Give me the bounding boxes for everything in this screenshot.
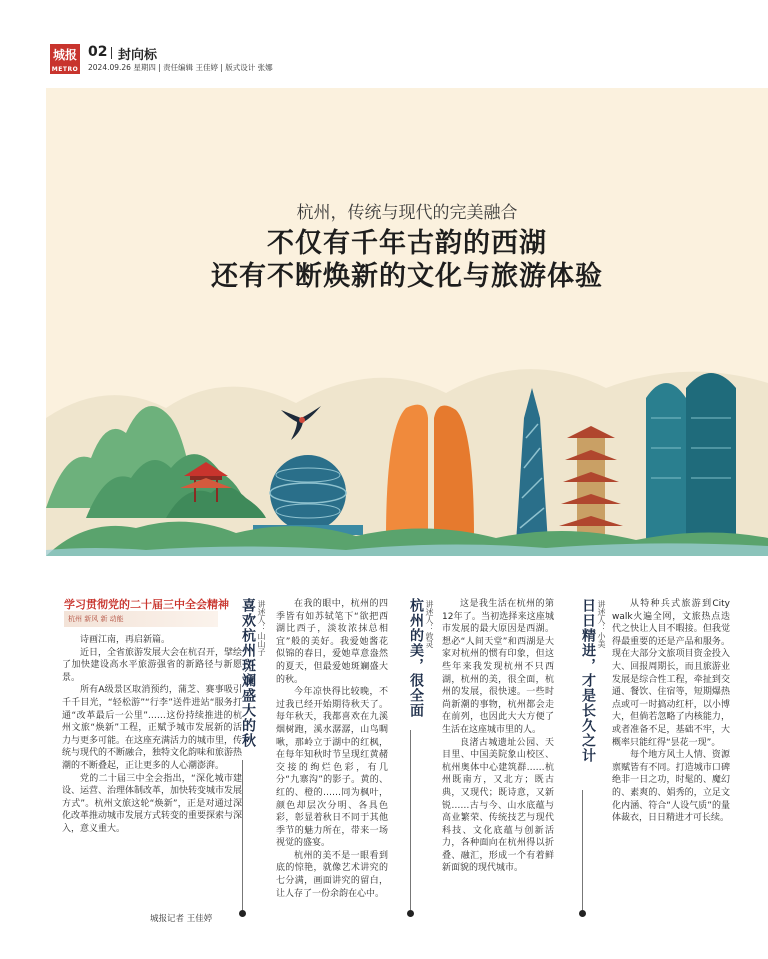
column4-title: 日日精进，才是长久之计	[580, 598, 596, 763]
column1-paragraph: 诗画江南，再启新篇。	[80, 635, 171, 645]
hangzhou-skyline-art	[46, 88, 768, 556]
column4-rule-end	[579, 910, 586, 917]
column1-ribbon	[64, 611, 218, 627]
column1-paragraph: 所有A级景区取消预约，蒲芝、赛事吸引千千目光，“轻松游”“行李”送件进站“服务打通“改革最后一公里”……这份持续推进的杭州文旅“焕新”工程，正赋予城市发展新的活力与更多可能。在这座充满活力的城市里，传统与现代的不断融合，独特文化韵味和旅游热潮的不断叠起，正让更多的人心潮澎湃。	[62, 685, 243, 771]
hero-illustration	[46, 88, 768, 556]
issue-meta-line: 2024.09.26 星期四 | 责任编辑 王佳婷 | 版式设计 张娜	[88, 63, 273, 72]
column2-paragraph: 今年凉快得比较晚，不过我已经开始期待秋天了。每年秋天，我都喜欢在九溪烟树跑，溪水潺潺，山鸟啁啾，那岭立于湖中的红枫，在每年知秋时节呈现红黄赭交接的绚烂色彩，有几分“九寨沟”的影子。黄的、红的、橙的……同为枫叶，颜色却层次分明、各具色彩，彰显着秋日不同于其他季节的魅力所在，带来一场视觉的盛宴。	[276, 687, 388, 849]
column1-byline: 城报记者 王佳婷	[150, 914, 213, 924]
column2-rule	[242, 760, 243, 910]
column4-author: 讲述人：小美	[597, 600, 606, 648]
newspaper-logo	[50, 44, 80, 74]
column4-rule	[582, 790, 583, 910]
column3-paragraph: 良渚古城遗址公园、天目里、中国美院象山校区、杭州奥体中心建筑群……杭州既南方，又北方；既古典，又现代；既诗意，又新锐……古与今、山水底蕴与高业繁荣、传统技艺与现代科技、文化底蕴与创新活力，各种面向在杭州得以折叠、融汇，形成一个有着鲜新面貌的现代城市。	[442, 737, 554, 874]
column1-paragraph: 近日，全省旅游发展大会在杭召开，擘绘了加快建设高水平旅游强省的新路径与新愿景。	[62, 647, 243, 683]
column3-paragraph: 这是我生活在杭州的第12年了。当初选择来这座城市发展的最大原因是西湖。想必“人间天堂”和西湖是大家对杭州的惯有印象，但这些年来我发现杭州不只西湖，杭州的美，很全面，杭州的发展，很快速。一些时尚新潮的事物，杭州都会走在前列，也因此大大方便了生活在这座城市里的人。	[442, 599, 554, 735]
column3-author: 讲述人：敦灵	[425, 600, 434, 648]
column2-paragraph: 在我的眼中，杭州的四季皆有如苏轼笔下“欲把西湖比西子，淡妆浓抹总相宜”般的美好。我爱她酱花似锦的春日，爱她草意盎然的夏天，但最爱她斑斓盛大的秋。	[276, 599, 388, 685]
column3-title: 杭州的美，很全面	[408, 598, 424, 718]
column3-body	[442, 598, 554, 875]
hero-kicker: 杭州，传统与现代的完美融合	[296, 203, 518, 223]
column4-paragraph: 从特种兵式旅游到City walk火遍全网，文旅热点迭代之快让人目不暇接。但我觉得最重要的还是产品和服务。现在大部分文旅项目资金投入大、回报周期长，而且旅游业发展是综合性工程，牵扯到交通、餐饮、住宿等，短期爆热点或可一时搞动红杆，以小博大，但倘若忽略了内核能力，或者准备不足，基础不牢，大概率只能红得“昙花一现”。	[612, 599, 730, 748]
column4-paragraph: 每个地方风土人情、资源禀赋皆有不同。打造城市口碑绝非一日之功，时髦的、魔幻的、素爽的、娟秀的，立足文化内涵、符合“人设气质”的量体裁衣，日日精进才可长续。	[612, 750, 730, 824]
column2-body	[276, 598, 388, 900]
column1-heading: 学习贯彻党的二十届三中全会精神	[64, 598, 229, 611]
column2-author: 讲述人：山山子	[257, 600, 266, 656]
headline-line-1: 不仅有千年古韵的西湖	[267, 228, 547, 259]
logo-text: 城报	[52, 48, 77, 62]
section-name: 封向标	[118, 48, 158, 63]
section-divider	[111, 47, 112, 59]
column4-body	[612, 598, 730, 825]
teal-towers-right	[646, 373, 736, 548]
logo-subtext: METRO	[51, 66, 79, 73]
column2-paragraph: 杭州的美不是一眼看到底的惊艳，就像艺术讲究的七分满，画面讲究的留白，让人存了一份余韵在心中。	[276, 850, 388, 899]
headline-line-2: 还有不断焕新的文化与旅游体验	[211, 261, 603, 292]
page-number: 02	[88, 44, 108, 60]
column2-title: 喜欢杭州斑斓盛大的秋	[240, 598, 256, 748]
masthead	[0, 0, 768, 82]
ribbon-text: 杭州 新风 新 动能	[68, 615, 124, 623]
column3-rule	[410, 730, 411, 910]
column2-rule-end	[239, 910, 246, 917]
column1-paragraph: 党的二十届三中全会指出，“深化城市建设、运营、治理体制改革，加快转变城市发展方式”。杭州文旅这轮“焕新”，正是对通过深化改革推动城市发展方式转变的重要探索与深入，意义重大。	[62, 773, 243, 834]
column3-rule-end	[407, 910, 414, 917]
column1-body	[62, 632, 242, 836]
